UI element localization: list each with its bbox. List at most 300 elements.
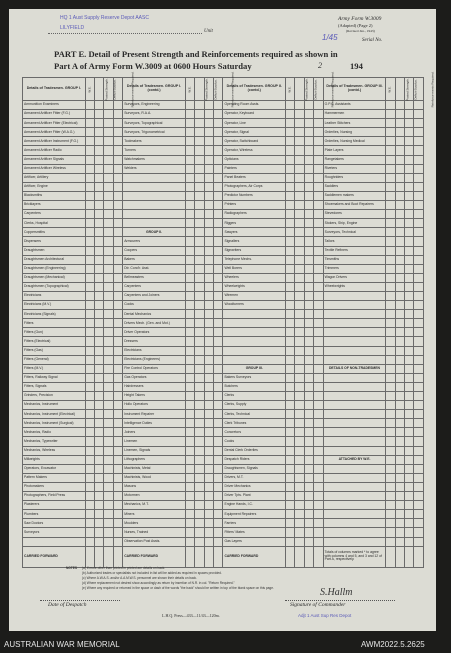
entry-cell[interactable] xyxy=(104,510,113,519)
entry-cell[interactable] xyxy=(214,228,223,237)
entry-cell[interactable] xyxy=(314,182,323,191)
entry-cell[interactable] xyxy=(104,328,113,337)
entry-cell[interactable] xyxy=(395,482,404,491)
entry-cell[interactable] xyxy=(386,264,395,273)
entry-cell[interactable] xyxy=(314,237,323,246)
entry-cell[interactable] xyxy=(204,482,213,491)
entry-cell[interactable] xyxy=(405,473,414,482)
entry-cell[interactable] xyxy=(214,310,223,319)
entry-cell[interactable] xyxy=(304,255,313,264)
entry-cell[interactable] xyxy=(95,510,104,519)
entry-cell[interactable] xyxy=(185,437,194,446)
entry-cell[interactable] xyxy=(414,482,424,491)
entry-cell[interactable] xyxy=(386,128,395,137)
entry-cell[interactable] xyxy=(414,255,424,264)
entry-cell[interactable] xyxy=(113,364,122,373)
entry-cell[interactable] xyxy=(405,382,414,391)
entry-cell[interactable] xyxy=(214,155,223,164)
entry-cell[interactable] xyxy=(304,237,313,246)
entry-cell[interactable] xyxy=(95,337,104,346)
entry-cell[interactable] xyxy=(386,101,395,110)
entry-cell[interactable] xyxy=(304,392,313,401)
entry-cell[interactable] xyxy=(304,510,313,519)
entry-cell[interactable] xyxy=(185,301,194,310)
entry-cell[interactable] xyxy=(204,128,213,137)
entry-cell[interactable] xyxy=(195,301,204,310)
entry-cell[interactable] xyxy=(304,437,313,446)
entry-cell[interactable] xyxy=(113,237,122,246)
entry-cell[interactable] xyxy=(405,373,414,382)
entry-cell[interactable] xyxy=(414,246,424,255)
entry-cell[interactable] xyxy=(195,146,204,155)
entry-cell[interactable] xyxy=(395,101,404,110)
entry-cell[interactable] xyxy=(295,501,304,510)
entry-cell[interactable] xyxy=(104,119,113,128)
entry-cell[interactable] xyxy=(405,401,414,410)
entry-cell[interactable] xyxy=(386,182,395,191)
entry-cell[interactable] xyxy=(185,264,194,273)
entry-cell[interactable] xyxy=(195,164,204,173)
entry-cell[interactable] xyxy=(95,301,104,310)
entry-cell[interactable] xyxy=(104,191,113,200)
entry-cell[interactable] xyxy=(386,492,395,501)
entry-cell[interactable] xyxy=(304,401,313,410)
entry-cell[interactable] xyxy=(304,473,313,482)
entry-cell[interactable] xyxy=(414,492,424,501)
entry-cell[interactable] xyxy=(314,137,323,146)
entry-cell[interactable] xyxy=(395,537,404,546)
entry-cell[interactable] xyxy=(204,182,213,191)
entry-cell[interactable] xyxy=(113,428,122,437)
entry-cell[interactable] xyxy=(204,101,213,110)
entry-cell[interactable] xyxy=(185,346,194,355)
entry-cell[interactable] xyxy=(395,246,404,255)
entry-cell[interactable] xyxy=(95,328,104,337)
entry-cell[interactable] xyxy=(113,382,122,391)
entry-cell[interactable] xyxy=(185,310,194,319)
entry-cell[interactable] xyxy=(113,264,122,273)
entry-cell[interactable] xyxy=(295,164,304,173)
entry-cell[interactable] xyxy=(85,392,94,401)
entry-cell[interactable] xyxy=(304,164,313,173)
entry-cell[interactable] xyxy=(185,255,194,264)
entry-cell[interactable] xyxy=(386,210,395,219)
entry-cell[interactable] xyxy=(314,364,323,373)
entry-cell[interactable] xyxy=(204,528,213,537)
entry-cell[interactable] xyxy=(405,264,414,273)
entry-cell[interactable] xyxy=(85,528,94,537)
entry-cell[interactable] xyxy=(195,182,204,191)
entry-cell[interactable] xyxy=(104,291,113,300)
entry-cell[interactable] xyxy=(295,182,304,191)
entry-cell[interactable] xyxy=(386,546,395,567)
entry-cell[interactable] xyxy=(405,328,414,337)
entry-cell[interactable] xyxy=(414,410,424,419)
entry-cell[interactable] xyxy=(395,228,404,237)
entry-cell[interactable] xyxy=(386,301,395,310)
entry-cell[interactable] xyxy=(295,119,304,128)
entry-cell[interactable] xyxy=(113,392,122,401)
entry-cell[interactable] xyxy=(214,464,223,473)
entry-cell[interactable] xyxy=(286,301,295,310)
entry-cell[interactable] xyxy=(113,282,122,291)
entry-cell[interactable] xyxy=(113,501,122,510)
entry-cell[interactable] xyxy=(214,537,223,546)
entry-cell[interactable] xyxy=(195,428,204,437)
entry-cell[interactable] xyxy=(314,410,323,419)
entry-cell[interactable] xyxy=(214,355,223,364)
entry-cell[interactable] xyxy=(395,346,404,355)
entry-cell[interactable] xyxy=(195,228,204,237)
entry-cell[interactable] xyxy=(314,291,323,300)
entry-cell[interactable] xyxy=(85,246,94,255)
entry-cell[interactable] xyxy=(85,546,94,567)
entry-cell[interactable] xyxy=(95,546,104,567)
entry-cell[interactable] xyxy=(295,546,304,567)
entry-cell[interactable] xyxy=(304,410,313,419)
entry-cell[interactable] xyxy=(95,492,104,501)
entry-cell[interactable] xyxy=(195,392,204,401)
entry-cell[interactable] xyxy=(386,446,395,455)
entry-cell[interactable] xyxy=(295,382,304,391)
entry-cell[interactable] xyxy=(195,282,204,291)
entry-cell[interactable] xyxy=(204,501,213,510)
entry-cell[interactable] xyxy=(113,446,122,455)
entry-cell[interactable] xyxy=(113,319,122,328)
entry-cell[interactable] xyxy=(286,319,295,328)
entry-cell[interactable] xyxy=(113,119,122,128)
entry-cell[interactable] xyxy=(304,355,313,364)
entry-cell[interactable] xyxy=(395,310,404,319)
entry-cell[interactable] xyxy=(395,337,404,346)
entry-cell[interactable] xyxy=(386,273,395,282)
entry-cell[interactable] xyxy=(113,337,122,346)
entry-cell[interactable] xyxy=(295,310,304,319)
entry-cell[interactable] xyxy=(304,146,313,155)
entry-cell[interactable] xyxy=(286,282,295,291)
entry-cell[interactable] xyxy=(405,428,414,437)
entry-cell[interactable] xyxy=(405,219,414,228)
entry-cell[interactable] xyxy=(304,301,313,310)
entry-cell[interactable] xyxy=(95,310,104,319)
entry-cell[interactable] xyxy=(85,110,94,119)
entry-cell[interactable] xyxy=(104,146,113,155)
entry-cell[interactable] xyxy=(104,392,113,401)
entry-cell[interactable] xyxy=(314,310,323,319)
entry-cell[interactable] xyxy=(195,446,204,455)
entry-cell[interactable] xyxy=(405,237,414,246)
entry-cell[interactable] xyxy=(195,455,204,464)
entry-cell[interactable] xyxy=(104,464,113,473)
entry-cell[interactable] xyxy=(195,137,204,146)
entry-cell[interactable] xyxy=(104,492,113,501)
entry-cell[interactable] xyxy=(304,101,313,110)
entry-cell[interactable] xyxy=(386,191,395,200)
entry-cell[interactable] xyxy=(386,419,395,428)
entry-cell[interactable] xyxy=(204,228,213,237)
entry-cell[interactable] xyxy=(314,337,323,346)
entry-cell[interactable] xyxy=(95,264,104,273)
entry-cell[interactable] xyxy=(386,392,395,401)
entry-cell[interactable] xyxy=(295,410,304,419)
entry-cell[interactable] xyxy=(314,146,323,155)
entry-cell[interactable] xyxy=(386,382,395,391)
entry-cell[interactable] xyxy=(286,264,295,273)
entry-cell[interactable] xyxy=(104,401,113,410)
entry-cell[interactable] xyxy=(414,373,424,382)
entry-cell[interactable] xyxy=(185,410,194,419)
entry-cell[interactable] xyxy=(104,282,113,291)
entry-cell[interactable] xyxy=(95,164,104,173)
entry-cell[interactable] xyxy=(204,328,213,337)
entry-cell[interactable] xyxy=(295,110,304,119)
entry-cell[interactable] xyxy=(214,437,223,446)
entry-cell[interactable] xyxy=(195,128,204,137)
entry-cell[interactable] xyxy=(204,382,213,391)
entry-cell[interactable] xyxy=(286,364,295,373)
entry-cell[interactable] xyxy=(395,291,404,300)
entry-cell[interactable] xyxy=(386,428,395,437)
entry-cell[interactable] xyxy=(214,319,223,328)
entry-cell[interactable] xyxy=(104,482,113,491)
entry-cell[interactable] xyxy=(295,537,304,546)
entry-cell[interactable] xyxy=(195,119,204,128)
entry-cell[interactable] xyxy=(286,546,295,567)
entry-cell[interactable] xyxy=(204,419,213,428)
entry-cell[interactable] xyxy=(304,419,313,428)
entry-cell[interactable] xyxy=(85,410,94,419)
entry-cell[interactable] xyxy=(204,282,213,291)
entry-cell[interactable] xyxy=(386,255,395,264)
entry-cell[interactable] xyxy=(405,119,414,128)
entry-cell[interactable] xyxy=(295,464,304,473)
entry-cell[interactable] xyxy=(286,182,295,191)
entry-cell[interactable] xyxy=(95,373,104,382)
entry-cell[interactable] xyxy=(414,419,424,428)
entry-cell[interactable] xyxy=(104,519,113,528)
entry-cell[interactable] xyxy=(405,246,414,255)
entry-cell[interactable] xyxy=(95,255,104,264)
entry-cell[interactable] xyxy=(185,273,194,282)
entry-cell[interactable] xyxy=(104,501,113,510)
entry-cell[interactable] xyxy=(386,528,395,537)
entry-cell[interactable] xyxy=(214,373,223,382)
entry-cell[interactable] xyxy=(295,492,304,501)
entry-cell[interactable] xyxy=(185,219,194,228)
entry-cell[interactable] xyxy=(113,410,122,419)
entry-cell[interactable] xyxy=(395,455,404,464)
entry-cell[interactable] xyxy=(195,410,204,419)
entry-cell[interactable] xyxy=(314,528,323,537)
entry-cell[interactable] xyxy=(405,364,414,373)
entry-cell[interactable] xyxy=(314,164,323,173)
entry-cell[interactable] xyxy=(414,101,424,110)
entry-cell[interactable] xyxy=(95,119,104,128)
entry-cell[interactable] xyxy=(414,301,424,310)
entry-cell[interactable] xyxy=(85,446,94,455)
entry-cell[interactable] xyxy=(204,346,213,355)
entry-cell[interactable] xyxy=(104,310,113,319)
entry-cell[interactable] xyxy=(214,210,223,219)
entry-cell[interactable] xyxy=(405,501,414,510)
entry-cell[interactable] xyxy=(95,446,104,455)
entry-cell[interactable] xyxy=(395,510,404,519)
entry-cell[interactable] xyxy=(104,273,113,282)
entry-cell[interactable] xyxy=(214,264,223,273)
entry-cell[interactable] xyxy=(85,328,94,337)
entry-cell[interactable] xyxy=(295,419,304,428)
entry-cell[interactable] xyxy=(414,228,424,237)
entry-cell[interactable] xyxy=(104,201,113,210)
entry-cell[interactable] xyxy=(95,382,104,391)
entry-cell[interactable] xyxy=(195,510,204,519)
entry-cell[interactable] xyxy=(304,191,313,200)
entry-cell[interactable] xyxy=(405,537,414,546)
entry-cell[interactable] xyxy=(85,264,94,273)
entry-cell[interactable] xyxy=(395,173,404,182)
entry-cell[interactable] xyxy=(185,210,194,219)
entry-cell[interactable] xyxy=(386,319,395,328)
entry-cell[interactable] xyxy=(214,146,223,155)
entry-cell[interactable] xyxy=(386,337,395,346)
entry-cell[interactable] xyxy=(185,528,194,537)
entry-cell[interactable] xyxy=(414,328,424,337)
entry-cell[interactable] xyxy=(314,401,323,410)
entry-cell[interactable] xyxy=(95,455,104,464)
entry-cell[interactable] xyxy=(195,437,204,446)
entry-cell[interactable] xyxy=(95,464,104,473)
entry-cell[interactable] xyxy=(304,328,313,337)
entry-cell[interactable] xyxy=(304,492,313,501)
entry-cell[interactable] xyxy=(85,101,94,110)
entry-cell[interactable] xyxy=(314,519,323,528)
entry-cell[interactable] xyxy=(414,401,424,410)
entry-cell[interactable] xyxy=(295,428,304,437)
entry-cell[interactable] xyxy=(295,173,304,182)
entry-cell[interactable] xyxy=(85,228,94,237)
entry-cell[interactable] xyxy=(95,101,104,110)
entry-cell[interactable] xyxy=(386,173,395,182)
entry-cell[interactable] xyxy=(304,482,313,491)
entry-cell[interactable] xyxy=(104,173,113,182)
entry-cell[interactable] xyxy=(214,137,223,146)
entry-cell[interactable] xyxy=(85,282,94,291)
entry-cell[interactable] xyxy=(414,382,424,391)
entry-cell[interactable] xyxy=(295,228,304,237)
entry-cell[interactable] xyxy=(295,273,304,282)
entry-cell[interactable] xyxy=(95,319,104,328)
entry-cell[interactable] xyxy=(386,282,395,291)
entry-cell[interactable] xyxy=(204,264,213,273)
entry-cell[interactable] xyxy=(386,364,395,373)
entry-cell[interactable] xyxy=(295,155,304,164)
entry-cell[interactable] xyxy=(104,255,113,264)
entry-cell[interactable] xyxy=(405,319,414,328)
entry-cell[interactable] xyxy=(185,537,194,546)
entry-cell[interactable] xyxy=(395,519,404,528)
entry-cell[interactable] xyxy=(414,392,424,401)
entry-cell[interactable] xyxy=(195,492,204,501)
entry-cell[interactable] xyxy=(204,364,213,373)
entry-cell[interactable] xyxy=(286,392,295,401)
entry-cell[interactable] xyxy=(85,537,94,546)
entry-cell[interactable] xyxy=(414,182,424,191)
entry-cell[interactable] xyxy=(185,228,194,237)
entry-cell[interactable] xyxy=(85,191,94,200)
entry-cell[interactable] xyxy=(395,128,404,137)
entry-cell[interactable] xyxy=(204,219,213,228)
entry-cell[interactable] xyxy=(113,492,122,501)
entry-cell[interactable] xyxy=(314,155,323,164)
entry-cell[interactable] xyxy=(113,346,122,355)
entry-cell[interactable] xyxy=(104,164,113,173)
entry-cell[interactable] xyxy=(304,110,313,119)
entry-cell[interactable] xyxy=(414,219,424,228)
entry-cell[interactable] xyxy=(386,246,395,255)
entry-cell[interactable] xyxy=(295,137,304,146)
entry-cell[interactable] xyxy=(304,537,313,546)
entry-cell[interactable] xyxy=(214,101,223,110)
entry-cell[interactable] xyxy=(185,364,194,373)
entry-cell[interactable] xyxy=(295,101,304,110)
entry-cell[interactable] xyxy=(295,364,304,373)
entry-cell[interactable] xyxy=(204,428,213,437)
entry-cell[interactable] xyxy=(286,482,295,491)
entry-cell[interactable] xyxy=(104,319,113,328)
entry-cell[interactable] xyxy=(414,191,424,200)
entry-cell[interactable] xyxy=(295,291,304,300)
entry-cell[interactable] xyxy=(295,355,304,364)
entry-cell[interactable] xyxy=(113,455,122,464)
entry-cell[interactable] xyxy=(304,182,313,191)
entry-cell[interactable] xyxy=(405,173,414,182)
entry-cell[interactable] xyxy=(405,482,414,491)
entry-cell[interactable] xyxy=(214,164,223,173)
entry-cell[interactable] xyxy=(85,519,94,528)
entry-cell[interactable] xyxy=(304,219,313,228)
entry-cell[interactable] xyxy=(204,401,213,410)
entry-cell[interactable] xyxy=(304,228,313,237)
entry-cell[interactable] xyxy=(204,319,213,328)
entry-cell[interactable] xyxy=(304,373,313,382)
entry-cell[interactable] xyxy=(395,428,404,437)
entry-cell[interactable] xyxy=(204,310,213,319)
entry-cell[interactable] xyxy=(104,419,113,428)
entry-cell[interactable] xyxy=(104,428,113,437)
entry-cell[interactable] xyxy=(214,364,223,373)
entry-cell[interactable] xyxy=(386,146,395,155)
entry-cell[interactable] xyxy=(113,101,122,110)
entry-cell[interactable] xyxy=(214,501,223,510)
entry-cell[interactable] xyxy=(405,528,414,537)
entry-cell[interactable] xyxy=(414,546,424,567)
entry-cell[interactable] xyxy=(314,228,323,237)
entry-cell[interactable] xyxy=(185,319,194,328)
entry-cell[interactable] xyxy=(314,219,323,228)
entry-cell[interactable] xyxy=(405,101,414,110)
entry-cell[interactable] xyxy=(85,455,94,464)
entry-cell[interactable] xyxy=(185,146,194,155)
entry-cell[interactable] xyxy=(314,173,323,182)
entry-cell[interactable] xyxy=(95,146,104,155)
entry-cell[interactable] xyxy=(204,355,213,364)
entry-cell[interactable] xyxy=(295,264,304,273)
entry-cell[interactable] xyxy=(386,482,395,491)
entry-cell[interactable] xyxy=(386,437,395,446)
entry-cell[interactable] xyxy=(314,482,323,491)
entry-cell[interactable] xyxy=(104,182,113,191)
entry-cell[interactable] xyxy=(286,428,295,437)
